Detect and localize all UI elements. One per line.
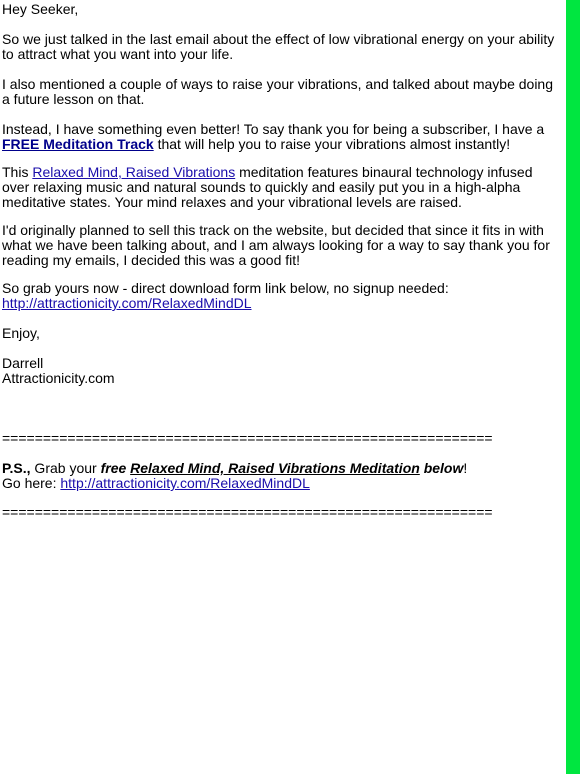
signature-site: Attractionicity.com <box>2 370 115 386</box>
ps-download-link[interactable]: http://attractionicity.com/RelaxedMindDL <box>60 475 310 491</box>
divider-bottom: ============================================================ <box>2 505 493 520</box>
ps-below: below <box>423 460 464 476</box>
signoff: Enjoy, <box>2 325 40 341</box>
ps-free: free <box>100 460 127 476</box>
paragraph-4-text-after: meditation features binaural technology infused over relaxing music and natural sounds to quickly and easily put you in a high-alpha meditative states. Your mind relaxes and your vibrational levels are raised. <box>2 164 533 210</box>
ps-paragraph <box>2 461 562 491</box>
paragraph-4-text-before: This <box>2 164 33 180</box>
ps-go-here: Go here: <box>2 475 61 491</box>
ps-exclamation: ! <box>463 460 468 476</box>
signature <box>2 356 562 386</box>
right-accent-bar <box>566 0 580 774</box>
paragraph-3 <box>2 122 562 152</box>
paragraph-6-text: So grab yours now - direct download form link below, no signup needed: <box>2 280 449 296</box>
ps-title: Relaxed Mind, Raised Vibrations Meditation <box>130 460 420 476</box>
paragraph-2: I also mentioned a couple of ways to raise your vibrations, and talked about maybe doing a future lesson on that. <box>2 76 553 107</box>
ps-label: P.S., <box>2 460 31 476</box>
ps-text-1: Grab your <box>30 460 101 476</box>
paragraph-3-text-after: that will help you to raise your vibrations almost instantly! <box>153 136 511 152</box>
paragraph-1: So we just talked in the last email about the effect of low vibrational energy on your ability to attract what you want into your life. <box>2 31 555 62</box>
paragraph-5: I'd originally planned to sell this track on the website, but decided that since it fits in with what we have been talking about, and I am always looking for a way to say thank you for reading my emails, I decided this was a good fit! <box>2 222 550 268</box>
paragraph-3-text-before: Instead, I have something even better! To say thank you for being a subscriber, I have a <box>2 121 545 137</box>
free-meditation-track-link[interactable]: FREE Meditation Track <box>2 136 154 152</box>
divider-top: ============================================================ <box>2 431 493 446</box>
paragraph-4 <box>2 165 562 210</box>
signature-name: Darrell <box>2 355 44 371</box>
paragraph-6 <box>2 281 562 311</box>
download-link[interactable]: http://attractionicity.com/RelaxedMindDL <box>2 295 252 311</box>
relaxed-mind-link[interactable]: Relaxed Mind, Raised Vibrations <box>32 164 236 180</box>
email-body <box>2 2 562 520</box>
greeting: Hey Seeker, <box>2 1 79 17</box>
